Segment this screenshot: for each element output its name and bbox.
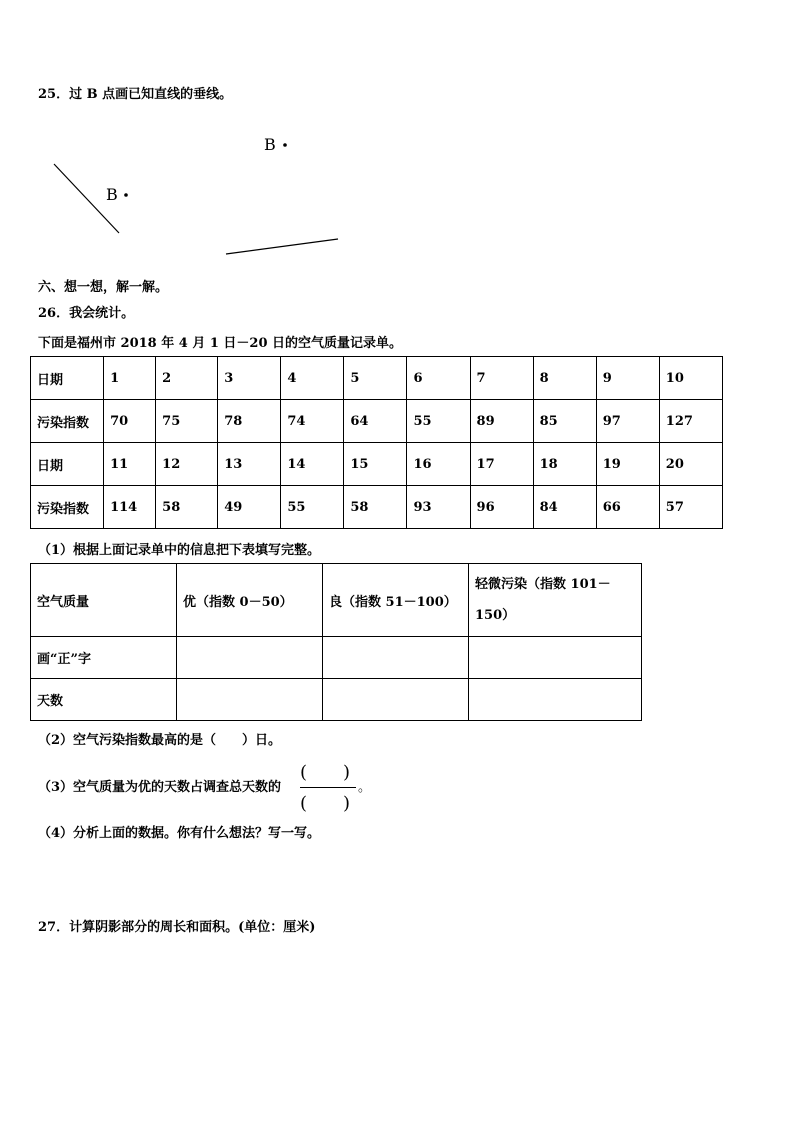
q26-sub4: （4）分析上面的数据。你有什么想法？写一写。 bbox=[38, 826, 321, 841]
point-b-label-1: B bbox=[264, 135, 276, 154]
record-cell: 9 bbox=[596, 357, 659, 400]
record-cell: 55 bbox=[407, 400, 470, 443]
record-cell: 5 bbox=[344, 357, 407, 400]
q25-figure bbox=[0, 0, 794, 300]
answer-fraction[interactable] bbox=[0, 758, 794, 818]
q25-title: 25．过 B 点画已知直线的垂线。 bbox=[38, 87, 233, 102]
record-cell: 17 bbox=[470, 443, 533, 486]
record-row-label: 污染指数 bbox=[31, 486, 104, 529]
q26-intro: 下面是福州市 2018 年 4 月 1 日－20 日的空气质量记录单。 bbox=[38, 336, 403, 351]
fraction-denominator: ( ) bbox=[300, 793, 351, 814]
fraction-period: 。 bbox=[358, 780, 372, 795]
fraction-bar bbox=[300, 787, 356, 788]
record-row bbox=[31, 443, 723, 486]
record-cell: 96 bbox=[470, 486, 533, 529]
record-cell: 58 bbox=[344, 486, 407, 529]
record-cell: 15 bbox=[344, 443, 407, 486]
record-cell: 49 bbox=[218, 486, 281, 529]
tally-cell[interactable] bbox=[323, 679, 469, 721]
tally-header-quality: 空气质量 bbox=[31, 564, 177, 637]
point-b-dot-2 bbox=[124, 193, 128, 197]
record-table bbox=[30, 356, 723, 529]
record-cell: 7 bbox=[470, 357, 533, 400]
record-cell: 6 bbox=[407, 357, 470, 400]
q27-title: 27．计算阴影部分的周长和面积。(单位：厘米) bbox=[38, 920, 316, 935]
tally-cell[interactable] bbox=[323, 637, 469, 679]
record-cell: 16 bbox=[407, 443, 470, 486]
tally-cell[interactable] bbox=[469, 637, 642, 679]
record-cell: 78 bbox=[218, 400, 281, 443]
tally-header-light: 轻微污染（指数 101－150） bbox=[469, 564, 642, 637]
record-cell: 64 bbox=[344, 400, 407, 443]
record-cell: 89 bbox=[470, 400, 533, 443]
record-cell: 11 bbox=[104, 443, 156, 486]
record-cell: 18 bbox=[533, 443, 596, 486]
record-cell: 97 bbox=[596, 400, 659, 443]
q26-title: 26．我会统计。 bbox=[38, 306, 135, 321]
record-cell: 74 bbox=[281, 400, 344, 443]
tally-cell[interactable] bbox=[177, 637, 323, 679]
record-cell: 20 bbox=[659, 443, 722, 486]
record-cell: 58 bbox=[156, 486, 218, 529]
record-row bbox=[31, 357, 723, 400]
tally-header-excellent: 优（指数 0－50） bbox=[177, 564, 323, 637]
record-cell: 2 bbox=[156, 357, 218, 400]
point-b-dot-1 bbox=[283, 143, 287, 147]
q26-sub2: （2）空气污染指数最高的是（ ）日。 bbox=[38, 733, 282, 748]
record-cell: 114 bbox=[104, 486, 156, 529]
record-cell: 8 bbox=[533, 357, 596, 400]
record-cell: 84 bbox=[533, 486, 596, 529]
record-row-label: 日期 bbox=[31, 443, 104, 486]
tally-row-days-label: 天数 bbox=[31, 679, 177, 721]
record-cell: 14 bbox=[281, 443, 344, 486]
record-cell: 1 bbox=[104, 357, 156, 400]
record-row-label: 污染指数 bbox=[31, 400, 104, 443]
tally-cell[interactable] bbox=[177, 679, 323, 721]
record-cell: 75 bbox=[156, 400, 218, 443]
q26-sub1: （1）根据上面记录单中的信息把下表填写完整。 bbox=[38, 543, 321, 558]
record-cell: 70 bbox=[104, 400, 156, 443]
record-cell: 13 bbox=[218, 443, 281, 486]
q26-sub3: （3）空气质量为优的天数占调查总天数的 bbox=[38, 780, 282, 795]
tally-table bbox=[30, 563, 642, 721]
record-cell: 19 bbox=[596, 443, 659, 486]
record-cell: 55 bbox=[281, 486, 344, 529]
record-row bbox=[31, 400, 723, 443]
point-b-label-2: B bbox=[106, 185, 118, 204]
tally-row-mark-label: 画“正”字 bbox=[31, 637, 177, 679]
given-line-2 bbox=[226, 239, 338, 254]
record-cell: 12 bbox=[156, 443, 218, 486]
fraction-numerator: ( ) bbox=[300, 762, 351, 783]
record-cell: 3 bbox=[218, 357, 281, 400]
record-cell: 66 bbox=[596, 486, 659, 529]
record-cell: 127 bbox=[659, 400, 722, 443]
record-row bbox=[31, 486, 723, 529]
record-row-label: 日期 bbox=[31, 357, 104, 400]
record-cell: 93 bbox=[407, 486, 470, 529]
record-cell: 10 bbox=[659, 357, 722, 400]
record-cell: 85 bbox=[533, 400, 596, 443]
record-cell: 57 bbox=[659, 486, 722, 529]
record-cell: 4 bbox=[281, 357, 344, 400]
section-heading: 六、想一想，解一解。 bbox=[38, 280, 169, 295]
tally-header-good: 良（指数 51－100） bbox=[323, 564, 469, 637]
tally-cell[interactable] bbox=[469, 679, 642, 721]
